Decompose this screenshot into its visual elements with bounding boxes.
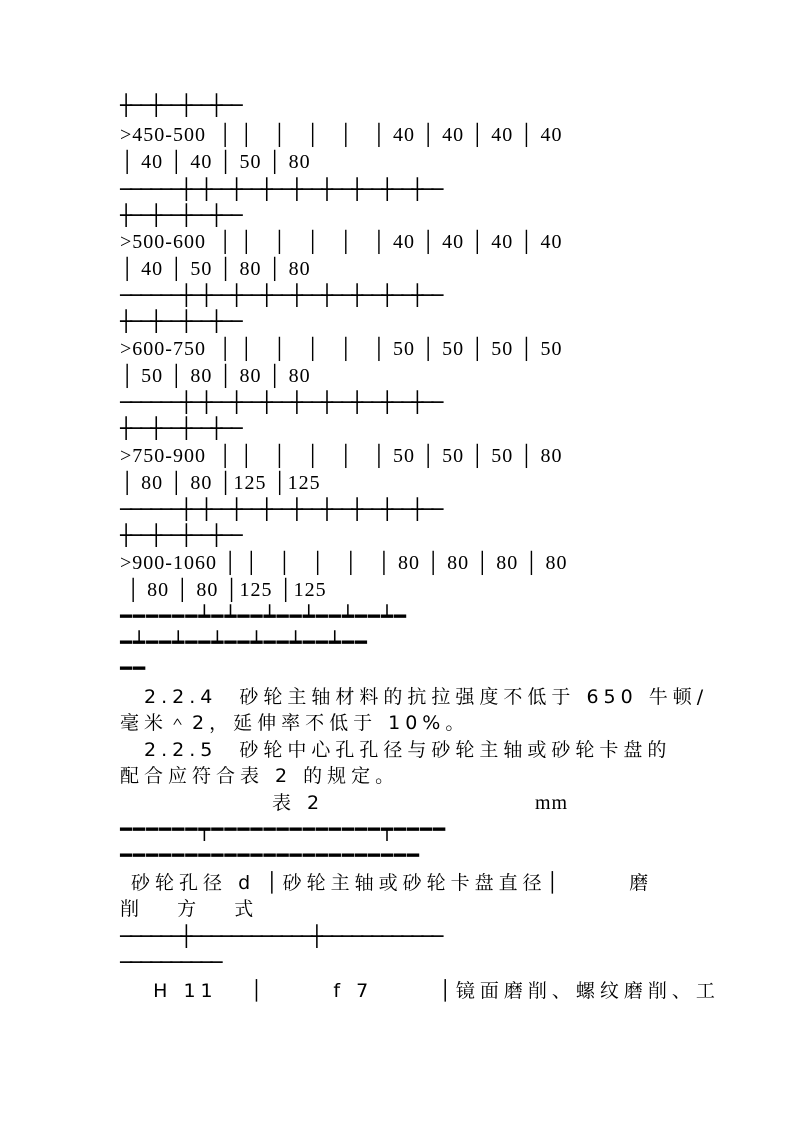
table1-separator: ┼──┼──┼──┼── [120, 416, 241, 440]
table1-row-750-900-line2: │ 80 │ 80 │125 │125 [120, 472, 321, 494]
table1-separator: ┼──┼──┼──┼── [120, 309, 241, 333]
table1-separator: ──────┼─┼──┼──┼──┼──┼──┼──┼──┼── [120, 390, 442, 414]
table1-separator: ──────┼─┼──┼──┼──┼──┼──┼──┼──┼── [120, 283, 442, 307]
table1-row-600-750-line2: │ 50 │ 80 │ 80 │ 80 [120, 365, 311, 387]
table1-row-600-750-line1: >600-750 │ │ │ │ │ │ 50 │ 50 │ 50 │ 50 [120, 338, 563, 360]
table1-separator: ┼──┼──┼──┼── [120, 523, 241, 547]
table1-rule-top: ┼──┼──┼──┼── [120, 93, 241, 117]
paragraph-2-2-5-line1: 2.2.5 砂轮中心孔孔径与砂轮主轴或砂轮卡盘的 [144, 739, 672, 761]
table1-separator: ──────┼─┼──┼──┼──┼──┼──┼──┼──┼── [120, 497, 442, 521]
table1-row-900-1060-line1: >900-1060 │ │ │ │ │ │ 80 │ 80 │ 80 │ 80 [120, 552, 568, 574]
table1-bottom-rule: ━┷━━┷━━┷━━┷━━┷━━┷━━ [120, 630, 368, 654]
table2-top-rule: ━━━━━━━━━━━━━━━━━━━━━━━ [120, 843, 420, 867]
table2-caption: 表 2 [272, 792, 325, 814]
table1-row-450-500-line2: │ 40 │ 40 │ 50 │ 80 [120, 151, 311, 173]
table2-header-line2: 削 方 式 [120, 898, 259, 920]
table2-separator: ────────── [120, 950, 221, 974]
table1-bottom-rule: ━━ [120, 656, 147, 680]
paragraph-2-2-5-line2: 配合应符合表 2 的规定。 [120, 765, 400, 787]
table2-header-line1: 砂轮孔径 d │砂轮主轴或砂轮卡盘直径│ 磨 [120, 872, 654, 894]
table1-row-450-500-line1: >450-500 │ │ │ │ │ │ 40 │ 40 │ 40 │ 40 [120, 124, 563, 146]
table1-row-900-1060-line2: │ 80 │ 80 │125 │125 [120, 579, 327, 601]
table1-separator: ──────┼─┼──┼──┼──┼──┼──┼──┼──┼── [120, 177, 442, 201]
table2-unit: mm [535, 792, 569, 814]
table1-row-750-900-line1: >750-900 │ │ │ │ │ │ 50 │ 50 │ 50 │ 80 [120, 445, 563, 467]
table2-separator: ──────┼────────────┼──────────── [120, 924, 442, 948]
table2-row-h11: H 11 │ f 7 │镜面磨削、螺纹磨削、工 [120, 980, 720, 1002]
paragraph-2-2-4-line1: 2.2.4 砂轮主轴材料的抗拉强度不低于 650 牛顿/ [144, 686, 709, 708]
table1-bottom-rule: ━━━━━━┷━┷━━┷━━┷━━┷━━┷━ [120, 604, 407, 628]
table1-row-500-600-line2: │ 40 │ 50 │ 80 │ 80 [120, 258, 311, 280]
table2-top-rule: ━━━━━━┯━━━━━━━━━━━━━┯━━━━ [120, 817, 447, 841]
table1-row-500-600-line1: >500-600 │ │ │ │ │ │ 40 │ 40 │ 40 │ 40 [120, 231, 563, 253]
paragraph-2-2-4-line2: 毫米＾2，延伸率不低于 10%。 [120, 712, 470, 734]
table1-separator: ┼──┼──┼──┼── [120, 203, 241, 227]
